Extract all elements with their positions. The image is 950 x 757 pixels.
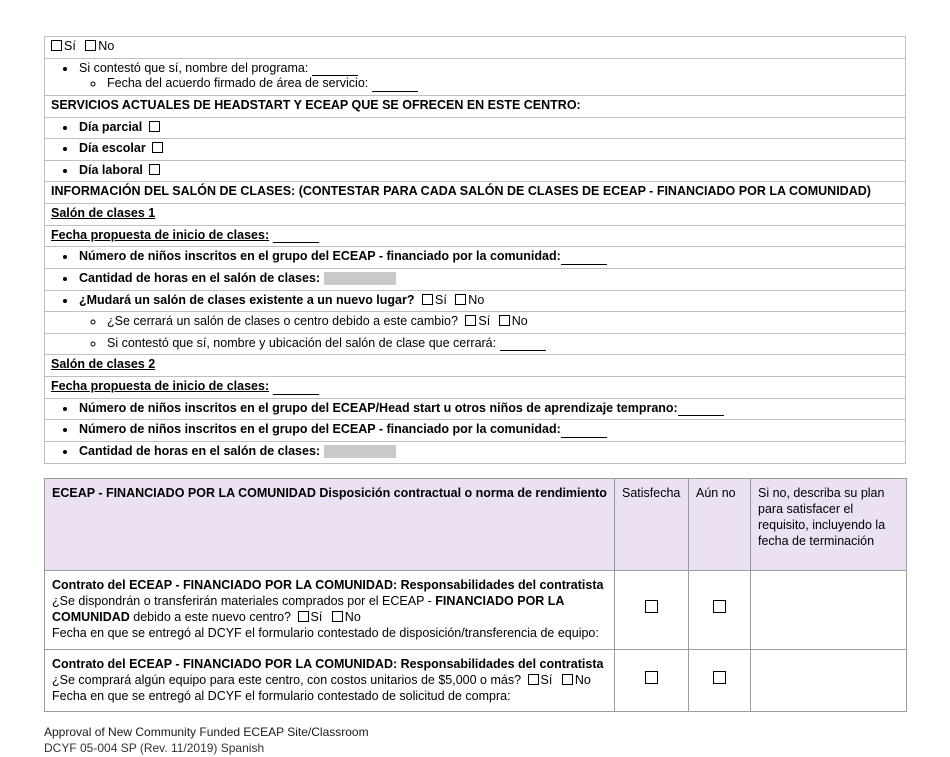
table-row: [45, 420, 906, 442]
subbullet-list: [51, 314, 899, 330]
table-header-row: [45, 478, 907, 570]
classroom2-start-date-input[interactable]: [273, 382, 319, 395]
table-row: [45, 58, 906, 95]
requirement-date-line-1: Fecha en que se entregó al DCYF el formulario contestado de solicitud de compra:: [52, 689, 511, 703]
list-item: [77, 249, 899, 265]
list-item: [77, 61, 899, 77]
subbullet-list: [51, 336, 899, 352]
move-no-label: No: [468, 292, 485, 307]
table-row: [45, 290, 906, 312]
requirement-notyet-cell-0[interactable]: [689, 570, 751, 649]
bullet-list: [51, 271, 899, 287]
table-row: [45, 95, 906, 117]
close-yes-label: Sí: [478, 314, 491, 329]
classroom1-bullet-row-1: [45, 268, 906, 290]
list-item: [77, 293, 899, 309]
requirement-satisfied-cell-1[interactable]: [615, 649, 689, 712]
requirement-plan-cell-1[interactable]: [751, 649, 907, 712]
bullet-list: [51, 120, 899, 136]
classroom1-bullet-row-2: [45, 290, 906, 312]
classroom1-bullet-label-2: ¿Mudará un salón de clases existente a un nuevo lugar?: [79, 292, 415, 307]
subbullet-list: [51, 76, 899, 92]
table-row: [45, 117, 906, 139]
requirement-title-0: Contrato del ECEAP - FINANCIADO POR LA COMUNIDAD: Responsabilidades del contratista: [52, 577, 604, 592]
header-plan: Si no, describa su plan para satisfacer el requisito, incluyendo la fecha de terminación: [751, 478, 907, 570]
classroom2-bullet-row-2: [45, 441, 906, 463]
table-row: [45, 377, 906, 399]
table-row: [45, 225, 906, 247]
question-bold-0: FINANCIADO POR LA COMUNIDAD: [52, 593, 564, 624]
table-row: [45, 268, 906, 290]
classroom2-bullet-label-0: Número de niños inscritos en el grupo del ECEAP/Head start u otros niños de aprendizaje temprano:: [79, 400, 678, 415]
classroom2-title: Salón de clases 2: [45, 355, 906, 377]
req1-yes-checkbox[interactable]: [528, 674, 539, 685]
header-not-yet: Aún no: [689, 478, 751, 570]
requirement-question-1: [52, 672, 607, 688]
not-yet-checkbox-0[interactable]: [713, 600, 726, 613]
table-row: [45, 333, 906, 355]
header-satisfied: Satisfecha: [615, 478, 689, 570]
requirement-date-line-0: Fecha en que se entregó al DCYF el formulario contestado de disposición/transferencia de equipo:: [52, 626, 599, 641]
question-post-0: debido a este nuevo centro?: [129, 610, 292, 624]
classroom2-bullet-label-1: Número de niños inscritos en el grupo del ECEAP - financiado por la comunidad:: [79, 422, 561, 437]
close-no-label: No: [511, 314, 528, 329]
list-item: [77, 120, 899, 136]
requirement-cell-0: [45, 570, 615, 649]
requirement-question-0: [52, 593, 607, 626]
req0-yes-checkbox[interactable]: [298, 611, 309, 622]
service-item-row-0: [45, 117, 906, 139]
table-row: [45, 649, 907, 712]
classroom1-close-location-input[interactable]: [500, 339, 546, 352]
table-row: [45, 312, 906, 334]
document-footer: [44, 724, 906, 756]
req1-yes-label: Sí: [540, 672, 553, 687]
service-label-2: Día laboral: [79, 162, 143, 177]
form-table-top: [44, 36, 906, 464]
not-yet-checkbox-1[interactable]: [713, 671, 726, 684]
table-row: [45, 160, 906, 182]
requirement-satisfied-cell-0[interactable]: [615, 570, 689, 649]
classroom-section-heading: INFORMACIÓN DEL SALÓN DE CLASES: (CONTESTAR PARA CADA SALÓN DE CLASES DE ECEAP - FINANCIADO POR LA COMUNIDAD): [45, 182, 906, 204]
bullet-list: [51, 293, 899, 309]
footer-formid: DCYF 05-004 SP (Rev. 11/2019) Spanish: [44, 741, 265, 756]
req0-no-label: No: [344, 610, 361, 624]
service-checkbox-2[interactable]: [149, 164, 160, 175]
classroom2-start-date-row: [45, 377, 906, 399]
bullet-list: [51, 141, 899, 157]
classroom1-subbullet-label-1: Si contestó que sí, nombre y ubicación del salón de clase que cerrará:: [107, 335, 497, 350]
no-checkbox[interactable]: [85, 40, 96, 51]
classroom1-subbullet-row-0: [45, 312, 906, 334]
classroom1-bullet-input-0[interactable]: [561, 252, 607, 265]
move-yes-label: Sí: [435, 292, 447, 307]
question-pre-1: ¿Se comprará algún equipo para este centro, con costos unitarios de $5,000 o más?: [52, 672, 522, 687]
classroom1-hours-field[interactable]: [324, 272, 396, 285]
question-pre-0: ¿Se dispondrán o transferirán materiales comprados por el ECEAP -: [52, 593, 436, 608]
bullet-list: [51, 249, 899, 265]
close-no-checkbox[interactable]: [499, 315, 510, 326]
bullet-list: [51, 444, 899, 460]
table-row: [45, 37, 906, 59]
list-item: [77, 271, 899, 287]
services-heading: SERVICIOS ACTUALES DE HEADSTART Y ECEAP QUE SE OFRECEN EN ESTE CENTRO:: [45, 95, 906, 117]
classroom1-subbullet-label-0: ¿Se cerrará un salón de clases o centro debido a este cambio?: [107, 314, 458, 329]
table-row: [45, 441, 906, 463]
bullet-list: [51, 401, 899, 417]
list-item: [77, 422, 899, 438]
classroom1-title: Salón de clases 1: [45, 204, 906, 226]
service-checkbox-0[interactable]: [149, 121, 160, 132]
satisfied-checkbox-1[interactable]: [645, 671, 658, 684]
yes-checkbox[interactable]: [51, 40, 62, 51]
header-provision: ECEAP - FINANCIADO POR LA COMUNIDAD Disposición contractual o norma de rendimiento: [45, 478, 615, 570]
service-item-row-2: [45, 160, 906, 182]
program-name-input[interactable]: [312, 63, 358, 76]
classroom2-hours-field[interactable]: [324, 445, 396, 458]
requirement-cell-1: [45, 649, 615, 712]
classroom2-bullet-row-1: [45, 420, 906, 442]
req1-no-label: No: [574, 672, 591, 687]
satisfied-checkbox-0[interactable]: [645, 600, 658, 613]
req1-no-checkbox[interactable]: [562, 674, 573, 685]
classroom1-subbullet-row-1: [45, 333, 906, 355]
classroom1-bullet-label-1: Cantidad de horas en el salón de clases:: [79, 270, 321, 285]
classroom1-start-date-label: Fecha propuesta de inicio de clases:: [51, 227, 270, 242]
service-label-0: Día parcial: [79, 119, 143, 134]
service-checkbox-1[interactable]: [152, 142, 163, 153]
agreement-date-input[interactable]: [372, 79, 418, 92]
classroom2-bullet-row-0: [45, 398, 906, 420]
classroom2-bullet-label-2: Cantidad de horas en el salón de clases:: [79, 443, 321, 458]
classroom1-start-date-input[interactable]: [273, 230, 319, 243]
classroom2-bullet-input-0[interactable]: [678, 403, 724, 416]
classroom2-start-date-label: Fecha propuesta de inicio de clases:: [51, 379, 270, 393]
requirement-plan-cell-0[interactable]: [751, 570, 907, 649]
table-row: [45, 139, 906, 161]
list-item: [105, 314, 899, 330]
table-row: [45, 570, 907, 649]
service-label-1: Día escolar: [79, 141, 146, 156]
move-yes-checkbox[interactable]: [422, 294, 433, 305]
service-item-row-1: [45, 139, 906, 161]
table-row: [45, 204, 906, 226]
yes-no-row: [45, 37, 906, 59]
requirements-table: [44, 478, 907, 713]
bullet-list: [51, 422, 899, 438]
requirement-notyet-cell-1[interactable]: [689, 649, 751, 712]
yes-label: Sí: [64, 39, 76, 53]
table-row: [45, 182, 906, 204]
bullet-list: [51, 163, 899, 179]
program-name-row: [45, 58, 906, 95]
move-no-checkbox[interactable]: [455, 294, 466, 305]
classroom1-start-date-row: [45, 225, 906, 247]
list-item: [77, 163, 899, 179]
table-row: [45, 247, 906, 269]
agreement-date-label: Fecha del acuerdo firmado de área de servicio:: [107, 76, 369, 91]
list-item: [105, 336, 899, 352]
classroom1-bullet-label-0: Número de niños inscritos en el grupo del ECEAP - financiado por la comunidad:: [79, 249, 561, 264]
list-item: [77, 141, 899, 157]
program-name-label: Si contestó que sí, nombre del programa:: [79, 60, 309, 75]
classroom2-bullet-input-1[interactable]: [561, 425, 607, 438]
table-row: [45, 355, 906, 377]
table-row: [45, 398, 906, 420]
requirement-title-1: Contrato del ECEAP - FINANCIADO POR LA COMUNIDAD: Responsabilidades del contratista: [52, 656, 604, 671]
footer-title: Approval of New Community Funded ECEAP Site/Classroom: [44, 725, 369, 740]
no-label: No: [98, 39, 115, 53]
list-item: [77, 401, 899, 417]
classroom1-bullet-row-0: [45, 247, 906, 269]
req0-yes-label: Sí: [310, 610, 323, 624]
bullet-list: [51, 61, 899, 77]
list-item: [77, 444, 899, 460]
req0-no-checkbox[interactable]: [332, 611, 343, 622]
list-item: [105, 76, 899, 92]
close-yes-checkbox[interactable]: [465, 315, 476, 326]
